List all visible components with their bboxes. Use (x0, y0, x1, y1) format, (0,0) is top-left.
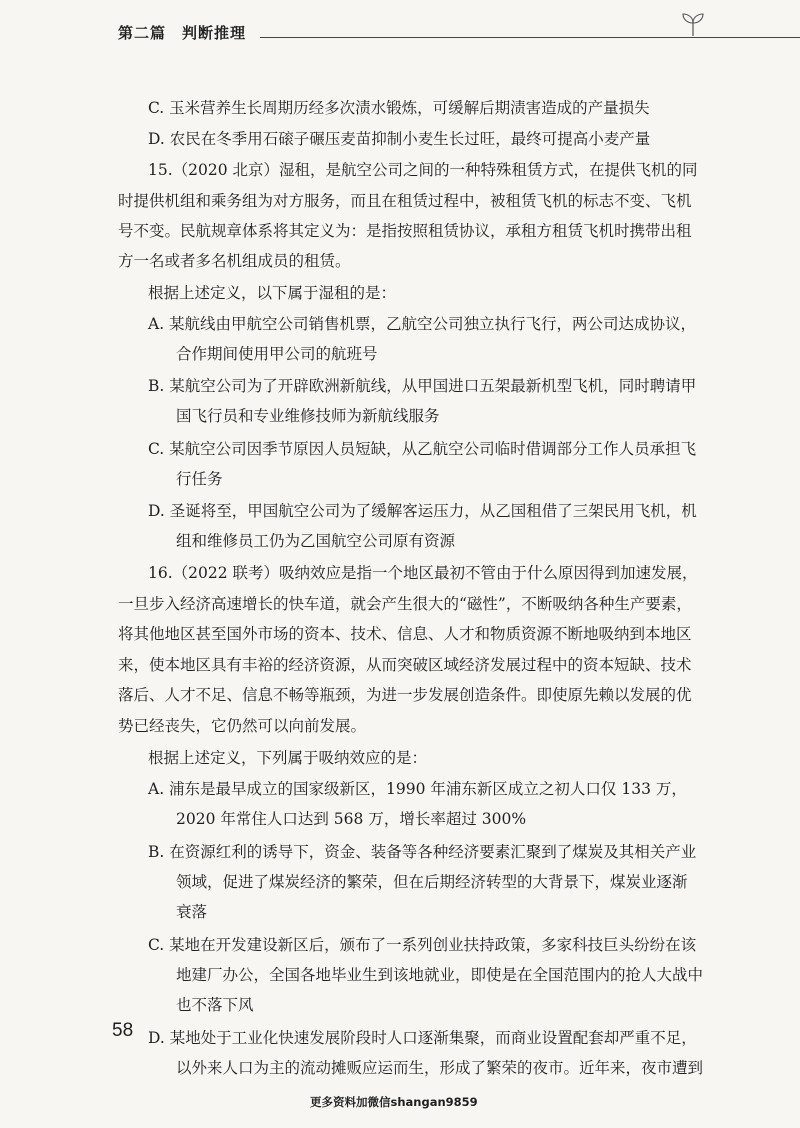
text-line: 领域，促进了煤炭经济的繁荣，但在后期经济转型的大背景下，煤炭业逐渐 (176, 873, 688, 891)
text-line: B. 某航空公司为了开辟欧洲新航线，从甲国进口五架最新机型飞机，同时聘请甲 (148, 377, 697, 395)
text-line: 15.（2020 北京）湿租，是航空公司之间的一种特殊租赁方式，在提供飞机的同 (148, 161, 698, 179)
text-line: 将其他地区甚至国外市场的资本、技术、信息、人才和物质资源不断地吸纳到本地区 (118, 625, 692, 643)
text-line: 势已经丧失，它仍然可以向前发展。 (118, 717, 367, 735)
footer-note: 更多资料加微信shangan9859 (310, 1095, 478, 1109)
page-number: 58 (112, 1020, 134, 1041)
text-line: 时提供机组和乘务组为对方服务，而且在租赁过程中，被租赁飞机的标志不变、飞机 (118, 192, 692, 210)
text-line: D. 某地处于工业化快速发展阶段时人口逐渐集聚，而商业设置配套却严重不足， (148, 1029, 697, 1047)
text-line: C. 某航空公司因季节原因人员短缺，从乙航空公司临时借调部分工作人员承担飞 (148, 440, 697, 458)
text-line: 方一名或者多名机组成员的租赁。 (118, 252, 351, 270)
text-line: 根据上述定义，下列属于吸纳效应的是： (148, 749, 428, 767)
text-line: D. 圣诞将至，甲国航空公司为了缓解客运压力，从乙国租借了三架民用飞机，机 (148, 502, 697, 520)
text-line: 号不变。民航规章体系将其定义为：是指按照租赁协议，承租方租赁飞机时携带出租 (118, 222, 692, 240)
text-line: 根据上述定义，以下属于湿租的是： (148, 284, 397, 302)
text-line: 组和维修员工仍为乙国航空公司原有资源 (176, 532, 456, 550)
text-line: C. 玉米营养生长周期历经多次渍水锻炼，可缓解后期渍害造成的产量损失 (148, 99, 650, 117)
text-line: 落后、人才不足、信息不畅等瓶颈，为进一步发展创造条件。即使原先赖以发展的优 (118, 686, 692, 704)
text-line: 也不落下风 (176, 996, 254, 1014)
section-title: 第二篇 判断推理 (118, 24, 247, 42)
text-line: 国飞行员和专业维修技师为新航线服务 (176, 407, 440, 425)
text-line: 2020 年常住人口达到 568 万，增长率超过 300% (176, 810, 527, 828)
text-line: B. 在资源红利的诱导下，资金、装备等各种经济要素汇聚到了煤炭及其相关产业 (148, 843, 697, 861)
text-line: 衰落 (176, 903, 208, 921)
text-line: 行任务 (176, 470, 223, 488)
text-line: 一旦步入经济高速增长的快车道，就会产生很大的“磁性”，不断吸纳各种生产要素， (118, 595, 692, 613)
text-line: A. 浦东是最早成立的国家级新区，1990 年浦东新区成立之初人口仅 133 万， (148, 780, 687, 798)
text-line: A. 某航线由甲航空公司销售机票，乙航空公司独立执行飞行，两公司达成协议， (148, 315, 697, 333)
text-line: C. 某地在开发建设新区后，颁布了一系列创业扶持政策，多家科技巨头纷纷在该 (148, 936, 697, 954)
text-line: 来，使本地区具有丰裕的经济资源，从而突破区域经济发展过程中的资本短缺、技术 (118, 656, 692, 674)
text-line: 地建厂办公，全国各地毕业生到该地就业，即使是在全国范围内的抢人大战中 (176, 966, 704, 984)
text-line: 以外来人口为主的流动摊贩应运而生，形成了繁荣的夜市。近年来，夜市遭到 (176, 1059, 704, 1077)
header-rule (260, 37, 800, 38)
text-line: D. 农民在冬季用石磙子碾压麦苗抑制小麦生长过旺，最终可提高小麦产量 (148, 130, 651, 148)
text-line: 16.（2022 联考）吸纳效应是指一个地区最初不管由于什么原因得到加速发展， (148, 564, 698, 582)
running-header (118, 22, 718, 46)
text-line: 合作期间使用甲公司的航班号 (176, 345, 378, 363)
sprout-icon (678, 12, 708, 38)
